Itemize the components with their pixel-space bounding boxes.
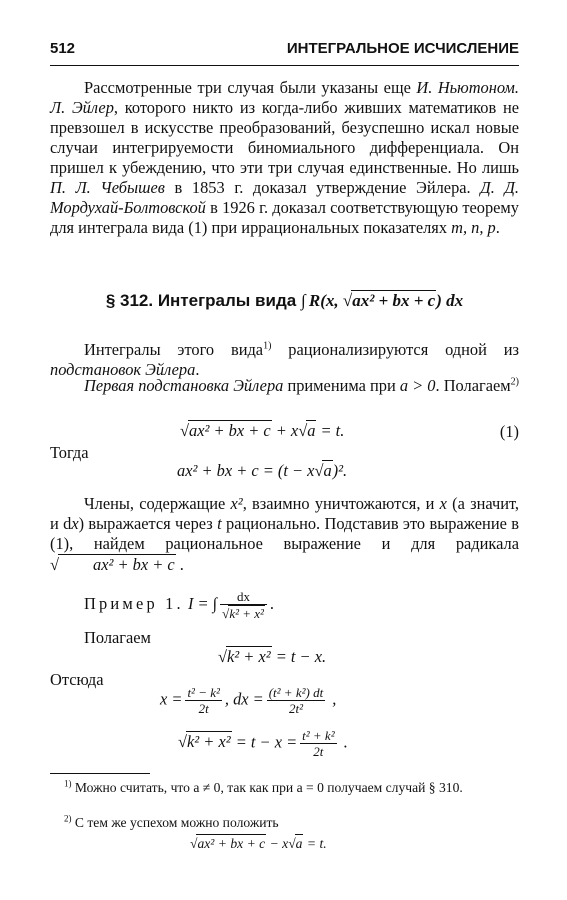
footnote-1	[50, 779, 519, 796]
eq3-rest: = t − x.	[271, 647, 327, 666]
footnote-2-text: С тем же успехом можно положить	[71, 815, 279, 830]
eq5-den: 2t	[313, 744, 324, 759]
eq4-den2: 2t²	[288, 701, 303, 716]
eq4-end: ,	[328, 689, 337, 709]
paragraph-euler-intro	[50, 340, 519, 380]
p3-x2: x²	[230, 494, 243, 513]
equation-4	[160, 685, 336, 716]
intro-paragraph	[50, 78, 519, 238]
eq5-mid: = t − x =	[231, 732, 298, 752]
p3-x: x	[439, 494, 447, 513]
sqrt-sign: √	[50, 555, 59, 574]
p3-radical	[50, 555, 176, 574]
p1-italic: подстановок Эйлера	[50, 360, 196, 379]
name-mordukhai: Д. Д. Мордухай-Болтовской	[50, 178, 519, 217]
section-title: § 312. Интегралы вида	[105, 291, 297, 310]
footnote-2-equation	[190, 834, 327, 852]
p3-text-5: рационально. Подставив это выражение в (1), найдем рациональное выражение и для радикала	[50, 514, 519, 553]
example-denominator	[220, 605, 267, 621]
equation-3	[218, 646, 326, 667]
integral-sign: ∫	[300, 291, 306, 310]
eq5-radicand: k² + x²	[187, 732, 231, 752]
eq5-fraction	[300, 728, 336, 759]
eq4-den1: 2t	[198, 701, 209, 716]
label-otsyuda: Отсюда	[50, 670, 104, 689]
footnote-ref-2: 2)	[510, 376, 519, 388]
intro-text-4: в 1926 г. доказал соответствующую теорему для интеграла вида (1) при иррациональных показателях	[50, 198, 519, 237]
eq4-fraction-1	[185, 685, 221, 716]
footnote-1-text: Можно считать, что a ≠ 0, так как при a = 0 получаем случай § 310.	[71, 780, 463, 795]
eq2-sqrt-a: a	[323, 461, 332, 480]
p2-condition: a > 0	[399, 376, 436, 395]
p1-text-1: Интегралы этого вида	[84, 340, 264, 359]
eq1-rest-a: + x	[271, 421, 299, 440]
fn2-sqrt: a	[295, 836, 303, 851]
sqrt-sign: √	[342, 291, 353, 310]
sqrt-sign: √	[190, 836, 198, 851]
p3-text-2: , взаимно уничтожаются, и	[242, 494, 440, 513]
equation-1	[180, 420, 344, 441]
footnote-1-mark: 1)	[64, 778, 72, 789]
example-numerator: dx	[220, 589, 267, 605]
section-radicand: ax² + bx + c	[352, 291, 436, 310]
p3-dx-x: x	[71, 514, 79, 533]
equation-5	[178, 728, 348, 759]
fn2-end: = t.	[303, 836, 327, 851]
p2-text-2: . Полагаем	[435, 376, 511, 395]
p2-italic: Первая подстановка Эйлера	[84, 376, 284, 395]
sqrt-sign: √	[288, 836, 296, 851]
name-chebyshev: П. Л. Чебышев	[50, 178, 165, 197]
integrand-left: R(x,	[308, 291, 339, 310]
p1-text-2: рационализируются одной из	[271, 340, 519, 359]
fn2-mid: − x	[266, 836, 289, 851]
example-end: .	[269, 593, 275, 613]
label-polagaem: Полагаем	[84, 628, 151, 647]
footnote-rule	[50, 773, 150, 774]
eq3-radicand: k² + x²	[227, 647, 271, 666]
p3-text-3: (а значит, и d	[50, 494, 520, 533]
paragraph-first-substitution	[50, 376, 519, 396]
eq4-sep: , dx =	[224, 689, 264, 709]
eq5-end: .	[339, 732, 348, 752]
eq4-num2: (t² + k²) dt	[268, 685, 324, 700]
footnote-2	[50, 814, 519, 831]
p3-radicand: ax² + bx + c	[58, 554, 176, 574]
p3-t: t	[217, 514, 222, 533]
p2-text-1: применима при	[283, 376, 400, 395]
eq2-left: ax² + bx + c = (t − x	[177, 461, 315, 480]
eq4-fraction-2	[267, 685, 325, 716]
sqrt-sign: √	[178, 732, 187, 752]
intro-text-3: в 1853 г. доказал утверждение Эйлера.	[164, 178, 481, 197]
p3-end: .	[175, 555, 184, 574]
sqrt-sign: √	[180, 421, 189, 440]
example-label: Пример 1.	[84, 593, 184, 613]
label-togda: Тогда	[50, 443, 89, 462]
sqrt-sign: √	[222, 606, 230, 621]
eq2-right: )².	[332, 461, 348, 480]
running-header	[50, 40, 519, 62]
p1-end: .	[195, 360, 200, 379]
eq4-x: x =	[160, 689, 183, 709]
sqrt-sign: √	[218, 647, 227, 666]
intro-text-1: Рассмотренные три случая были указаны еще	[84, 78, 417, 97]
intro-text-2: , которого никто из когда-либо живших математиков не превзошел в искусстве преобразований, безуспешно искал новые случаи интегрируемости биномиального дифференциала. Он пришел к убеждению, что эти три случая единственные. Но лишь	[50, 98, 520, 177]
p3-text-4: ) выражается через	[78, 514, 218, 533]
section-formula	[301, 291, 463, 310]
example-lhs: I = ∫	[187, 593, 218, 613]
name-newton: И. Ньютоном.	[416, 78, 519, 97]
eq1-radicand: ax² + bx + c	[189, 421, 271, 440]
sqrt-sign: √	[298, 421, 308, 440]
eq1-sqrt-a: a	[307, 421, 316, 440]
example-fraction	[220, 589, 267, 621]
section-heading	[50, 290, 519, 311]
page-number: 512	[50, 40, 76, 57]
equation-2	[177, 460, 347, 481]
sqrt-sign: √	[314, 461, 324, 480]
footnote-2-mark: 2)	[64, 813, 72, 824]
eq4-num1: t² − k²	[187, 685, 220, 700]
p3-text-1: Члены, содержащие	[84, 494, 231, 513]
fn2-radicand: ax² + bx + c	[197, 836, 266, 851]
paragraph-terms	[50, 494, 519, 575]
eq5-num: t² + k²	[302, 728, 335, 743]
integrand-right: ) dx	[436, 291, 464, 310]
footnote-ref-1: 1)	[263, 340, 272, 352]
equation-number-1: (1)	[499, 422, 519, 441]
eq1-rest-b: = t.	[316, 421, 345, 440]
running-title: ИНТЕГРАЛЬНОЕ ИСЧИСЛЕНИЕ	[286, 40, 519, 57]
name-euler: Л. Эйлер	[50, 98, 114, 117]
example-den-radicand: k² + x²	[229, 606, 264, 621]
intro-end: .	[495, 218, 500, 237]
header-rule	[50, 65, 519, 66]
example-1	[84, 589, 274, 621]
intro-vars: m, n, p	[451, 218, 496, 237]
